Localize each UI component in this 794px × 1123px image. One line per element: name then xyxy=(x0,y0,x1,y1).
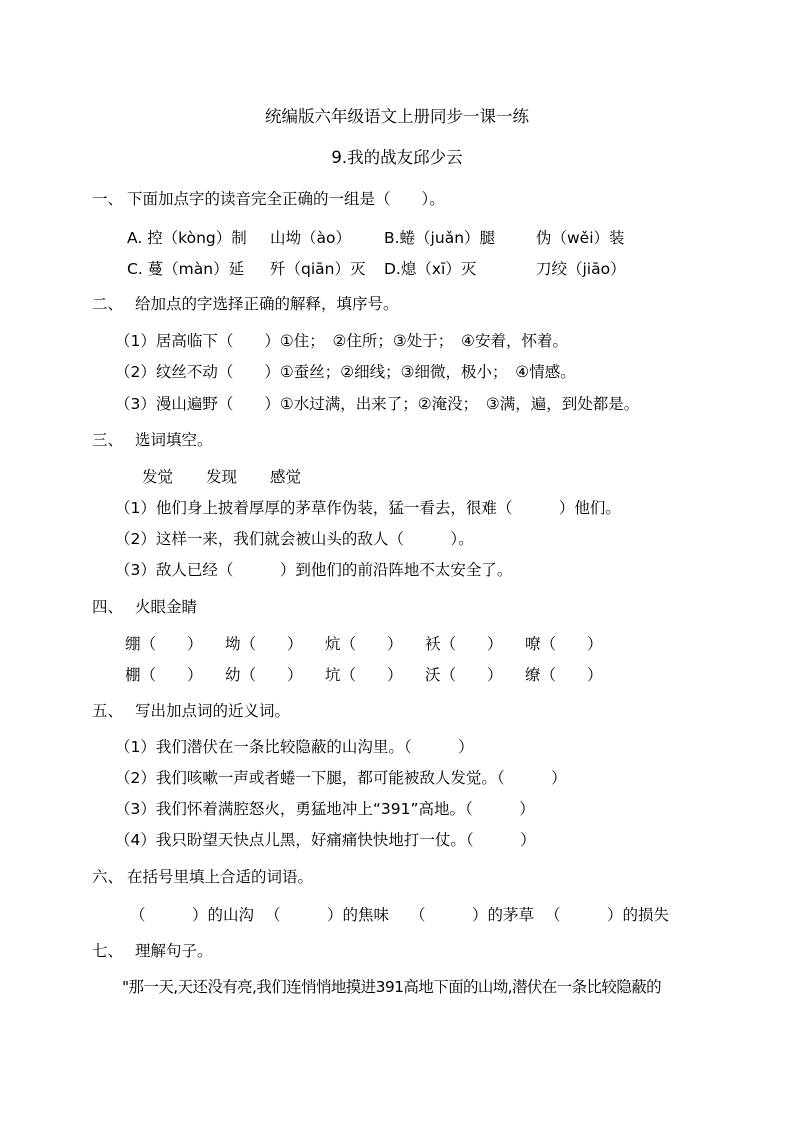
section-4-number: 四、 xyxy=(92,598,124,616)
section-2-item-1: （1）居高临下（ ）①住； ②住所；③处于； ④安着，怀着。 xyxy=(115,332,568,350)
section-5-number: 五、 xyxy=(92,702,124,720)
char-row2-1: 棚（ ） xyxy=(125,666,203,684)
fill-phrase-2: （ ）的焦味 xyxy=(265,906,390,924)
section-5-item-1: （1）我们潜伏在一条比较隐蔽的山沟里。（ ） xyxy=(115,738,474,756)
section-5-item-3: （3）我们怀着满腔怒火，勇猛地冲上“391”高地。（ ） xyxy=(115,800,535,818)
section-3-number: 三、 xyxy=(92,431,124,449)
char-row2-5: 缭（ ） xyxy=(525,666,603,684)
section-7-passage: "那一天,天还没有亮,我们连悄悄地摸进391高地下面的山坳,潜伏在一条比较隐蔽的 xyxy=(122,978,661,996)
section-5-item-2: （2）我们咳嗽一声或者蜷一下腿，都可能被敌人发觉。（ ） xyxy=(115,769,567,787)
char-row1-5: 嘹（ ） xyxy=(525,635,603,653)
char-row1-2: 坳（ ） xyxy=(225,635,303,653)
section-7-heading: 理解句子。 xyxy=(135,942,213,960)
lesson-title: 9.我的战友邱少云 xyxy=(331,148,463,167)
section-5-heading: 写出加点词的近义词。 xyxy=(135,702,291,720)
section-7-number: 七、 xyxy=(92,942,124,960)
section-4-heading: 火眼金睛 xyxy=(135,598,198,616)
section-1-heading: 下面加点字的读音完全正确的一组是（ ）。 xyxy=(127,190,445,208)
section-6-heading: 在括号里填上合适的词语。 xyxy=(127,868,314,886)
option-d-2: 刀绞（jiāo） xyxy=(536,260,626,278)
section-3-heading: 选词填空。 xyxy=(135,431,213,449)
section-1-number: 一、 xyxy=(92,190,124,208)
section-2-number: 二、 xyxy=(92,295,124,313)
char-row1-1: 绷（ ） xyxy=(125,635,203,653)
option-b-2: 伪（wěi）装 xyxy=(536,229,625,247)
word-choice-3: 感觉 xyxy=(270,468,302,486)
char-row1-3: 炕（ ） xyxy=(325,635,403,653)
section-6-number: 六、 xyxy=(92,868,124,886)
word-choice-2: 发现 xyxy=(206,468,238,486)
option-d-1: D.熄（xī）灭 xyxy=(384,260,477,278)
char-row2-2: 幼（ ） xyxy=(225,666,303,684)
section-2-item-3: （3）漫山遍野（ ）①水过满，出来了；②淹没； ③满，遍，到处都是。 xyxy=(115,395,640,413)
option-c-1: C. 蔓（màn）延 xyxy=(127,260,245,278)
option-b-1: B.蜷（juǎn）腿 xyxy=(384,229,496,247)
section-3-item-1: （1）他们身上披着厚厚的茅草作伪装，猛一看去，很难（ ）他们。 xyxy=(115,499,621,517)
char-row1-4: 袄（ ） xyxy=(425,635,503,653)
char-row2-4: 沃（ ） xyxy=(425,666,503,684)
section-5-item-4: （4）我只盼望天快点儿黑，好痛痛快快地打一仗。（ ） xyxy=(115,831,536,849)
option-a-1: A. 控（kòng）制 xyxy=(127,229,247,247)
document-title: 统编版六年级语文上册同步一课一练 xyxy=(265,107,529,126)
section-3-item-2: （2）这样一来，我们就会被山头的敌人（ ）。 xyxy=(115,530,474,548)
fill-phrase-1: （ ）的山沟 xyxy=(130,906,255,924)
fill-phrase-4: （ ）的损失 xyxy=(545,906,670,924)
option-c-2: 歼（qiān）灭 xyxy=(270,260,366,278)
fill-phrase-3: （ ）的茅草 xyxy=(410,906,535,924)
section-3-item-3: （3）敌人已经（ ）到他们的前沿阵地不太安全了。 xyxy=(115,561,513,579)
word-choice-1: 发觉 xyxy=(142,468,174,486)
char-row2-3: 坑（ ） xyxy=(325,666,403,684)
section-2-item-2: （2）纹丝不动（ ）①蚕丝；②细线；③细微，极小； ④情感。 xyxy=(115,363,576,381)
option-a-2: 山坳（ào） xyxy=(270,229,351,247)
section-2-heading: 给加点的字选择正确的解释，填序号。 xyxy=(135,295,399,313)
